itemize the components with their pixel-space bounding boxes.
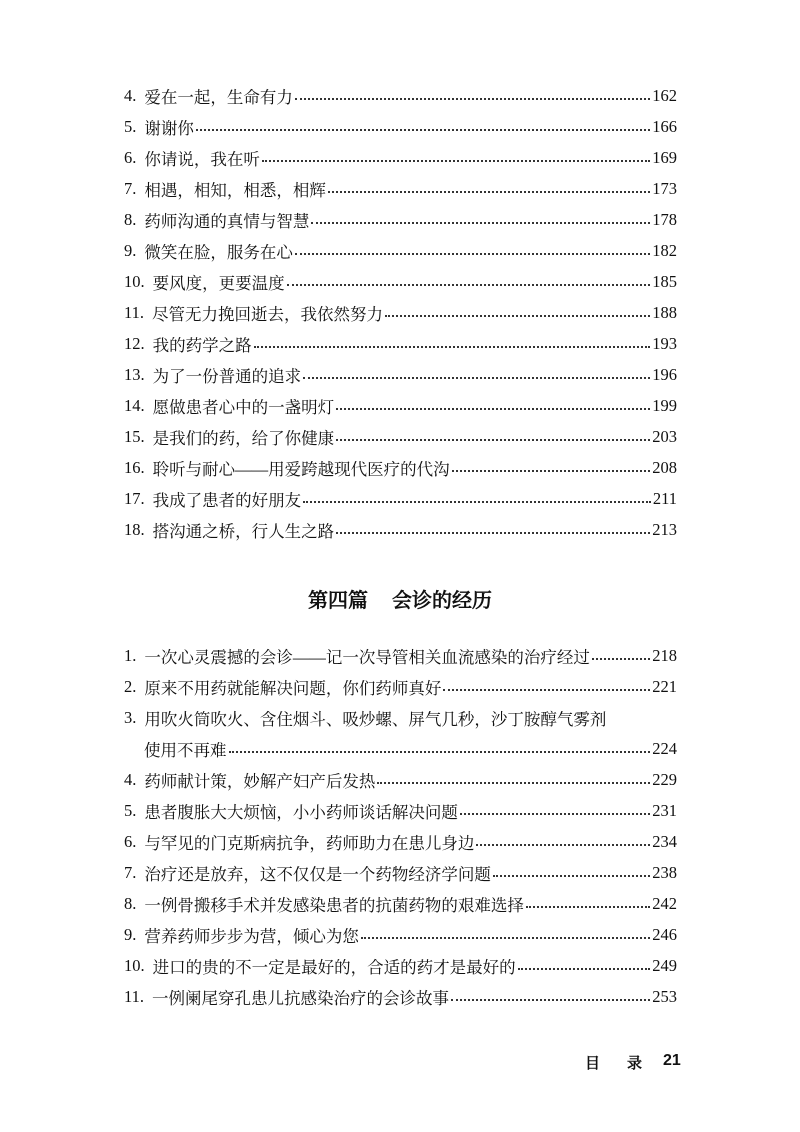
dot-leader — [443, 689, 650, 691]
entry-page: 242 — [652, 893, 677, 913]
dot-leader — [262, 160, 650, 162]
entry-page: 229 — [652, 769, 677, 789]
dot-leader — [196, 129, 650, 131]
entry-title: 我的药学之路 — [152, 335, 252, 355]
toc-entry[interactable] — [124, 204, 677, 235]
entry-number: 8. — [124, 893, 137, 913]
entry-page: 213 — [652, 519, 677, 539]
entry-number: 12. — [124, 333, 145, 353]
entry-page: 221 — [652, 676, 677, 696]
entry-number: 6. — [124, 147, 137, 167]
entry-title: 原来不用药就能解决问题，你们药师真好 — [144, 678, 442, 698]
entry-title: 进口的贵的不一定是最好的，合适的药才是最好的 — [152, 957, 516, 977]
entry-number: 3. — [124, 707, 137, 727]
entry-title: 与罕见的门克斯病抗争，药师助力在患儿身边 — [144, 833, 475, 853]
dot-leader — [254, 346, 651, 348]
entry-title: 你请说，我在听 — [144, 149, 260, 169]
entry-page: 166 — [652, 116, 677, 136]
entry-number: 13. — [124, 364, 145, 384]
entry-title: 患者腹胀大大烦恼，小小药师谈话解决问题 — [144, 802, 458, 822]
entry-number: 8. — [124, 209, 137, 229]
toc-entry[interactable] — [124, 950, 677, 981]
toc-entry[interactable] — [124, 80, 677, 111]
dot-leader — [385, 315, 650, 317]
dot-leader — [452, 470, 651, 472]
entry-title: 谢谢你 — [144, 118, 194, 138]
dot-leader — [476, 844, 650, 846]
dot-leader — [526, 906, 650, 908]
entry-page: 173 — [652, 178, 677, 198]
toc-entry[interactable] — [124, 981, 677, 1012]
entry-page: 203 — [652, 426, 677, 446]
entry-title: 用吹火筒吹火、含住烟斗、吸炒螺、屏气几秒，沙丁胺醇气雾剂 — [144, 709, 607, 729]
dot-leader — [361, 937, 650, 939]
entry-number: 9. — [124, 240, 137, 260]
toc-entry[interactable] — [124, 390, 677, 421]
entry-page: 193 — [652, 333, 677, 353]
entry-number: 6. — [124, 831, 137, 851]
entry-number: 2. — [124, 676, 137, 696]
dot-leader — [328, 191, 650, 193]
toc-entry[interactable] — [124, 671, 677, 702]
entry-number: 7. — [124, 862, 137, 882]
entry-title: 药师献计策，妙解产妇产后发热 — [144, 771, 376, 791]
entry-title: 我成了患者的好朋友 — [152, 490, 302, 510]
dot-leader — [295, 98, 650, 100]
entry-page: 208 — [652, 457, 677, 477]
toc-entry[interactable] — [124, 452, 677, 483]
entry-number: 15. — [124, 426, 145, 446]
entry-page: 196 — [652, 364, 677, 384]
toc-entry[interactable] — [124, 795, 677, 826]
entry-page: 162 — [652, 85, 677, 105]
dot-leader — [303, 377, 650, 379]
entry-title: 为了一份普通的追求 — [152, 366, 302, 386]
entry-title: 一例骨搬移手术并发感染患者的抗菌药物的艰难选择 — [144, 895, 524, 915]
entry-page: 234 — [652, 831, 677, 851]
dot-leader — [287, 284, 651, 286]
entry-title: 是我们的药，给了你健康 — [152, 428, 335, 448]
entry-title: 治疗还是放弃，这不仅仅是一个药物经济学问题 — [144, 864, 491, 884]
entry-number: 5. — [124, 800, 137, 820]
entry-title: 爱在一起，生命有力 — [144, 87, 293, 107]
toc-list-section-4 — [124, 640, 677, 1012]
entry-number: 18. — [124, 519, 145, 539]
dot-leader — [460, 813, 650, 815]
dot-leader — [518, 968, 651, 970]
entry-number: 11. — [124, 986, 145, 1006]
toc-entry[interactable] — [124, 483, 677, 514]
toc-entry[interactable] — [124, 297, 677, 328]
toc-list-section-3 — [124, 80, 677, 545]
toc-entry[interactable] — [124, 640, 677, 671]
section-part: 第四篇 — [308, 588, 368, 612]
entry-page: 169 — [652, 147, 677, 167]
entry-page: 231 — [652, 800, 677, 820]
entry-page: 218 — [652, 645, 677, 665]
dot-leader — [229, 751, 651, 753]
entry-number: 16. — [124, 457, 145, 477]
dot-leader — [303, 501, 651, 503]
toc-entry[interactable] — [124, 826, 677, 857]
dot-leader — [336, 408, 650, 410]
entry-page: 211 — [652, 488, 677, 508]
toc-entry[interactable] — [124, 359, 677, 390]
entry-page: 253 — [652, 986, 677, 1006]
entry-page: 246 — [652, 924, 677, 944]
entry-title: 聆听与耐心——用爱跨越现代医疗的代沟 — [152, 459, 450, 479]
entry-title: 微笑在脸，服务在心 — [144, 242, 293, 262]
entry-title-continued: 使用不再难 — [144, 740, 227, 760]
entry-number: 1. — [124, 645, 137, 665]
toc-entry[interactable] — [124, 857, 677, 888]
section-heading — [0, 584, 800, 613]
toc-entry[interactable] — [124, 266, 677, 297]
toc-entry[interactable] — [124, 919, 677, 950]
entry-page: 178 — [652, 209, 677, 229]
entry-number: 4. — [124, 769, 137, 789]
entry-number: 7. — [124, 178, 137, 198]
entry-page: 224 — [652, 738, 677, 758]
entry-page: 238 — [652, 862, 677, 882]
toc-entry[interactable] — [124, 764, 677, 795]
section-title: 会诊的经历 — [392, 588, 492, 612]
dot-leader — [493, 875, 650, 877]
entry-number: 4. — [124, 85, 137, 105]
footer-label: 目 — [585, 1055, 601, 1072]
entry-number: 14. — [124, 395, 145, 415]
entry-page: 188 — [652, 302, 677, 322]
entry-page: 249 — [652, 955, 677, 975]
entry-title: 相遇，相知，相悉，相辉 — [144, 180, 326, 200]
footer-label: 录 — [627, 1055, 643, 1072]
entry-page: 199 — [652, 395, 677, 415]
entry-title: 愿做患者心中的一盏明灯 — [152, 397, 335, 417]
dot-leader — [592, 658, 650, 660]
entry-title: 一次心灵震撼的会诊——记一次导管相关血流感染的治疗经过 — [144, 647, 590, 667]
entry-title: 营养药师步步为营，倾心为您 — [144, 926, 359, 946]
toc-entry[interactable] — [124, 173, 677, 204]
entry-title: 搭沟通之桥，行人生之路 — [152, 521, 335, 541]
dot-leader — [336, 532, 650, 534]
toc-entry-line[interactable] — [124, 702, 677, 733]
dot-leader — [377, 782, 650, 784]
entry-page: 182 — [652, 240, 677, 260]
entry-title: 要风度，更要温度 — [152, 273, 285, 293]
entry-page: 185 — [652, 271, 677, 291]
entry-number: 10. — [124, 271, 145, 291]
toc-entry[interactable] — [124, 235, 677, 266]
dot-leader — [311, 222, 650, 224]
dot-leader — [295, 253, 650, 255]
toc-entry[interactable] — [124, 142, 677, 173]
dot-leader — [451, 999, 650, 1001]
entry-number: 11. — [124, 302, 145, 322]
dot-leader — [336, 439, 650, 441]
entry-number: 17. — [124, 488, 145, 508]
entry-title: 一例阑尾穿孔患儿抗感染治疗的会诊故事 — [152, 988, 450, 1008]
entry-number: 9. — [124, 924, 137, 944]
entry-title: 药师沟通的真情与智慧 — [144, 211, 310, 231]
page-number: 21 — [663, 1052, 681, 1069]
toc-entry[interactable] — [124, 888, 677, 919]
toc-entry-line[interactable] — [124, 733, 677, 764]
toc-entry[interactable] — [124, 328, 677, 359]
toc-entry[interactable] — [124, 421, 677, 452]
toc-entry[interactable] — [124, 514, 677, 545]
toc-entry[interactable] — [124, 111, 677, 142]
entry-title: 尽管无力挽回逝去，我依然努力 — [152, 304, 384, 324]
entry-number: 5. — [124, 116, 137, 136]
entry-number: 10. — [124, 955, 145, 975]
